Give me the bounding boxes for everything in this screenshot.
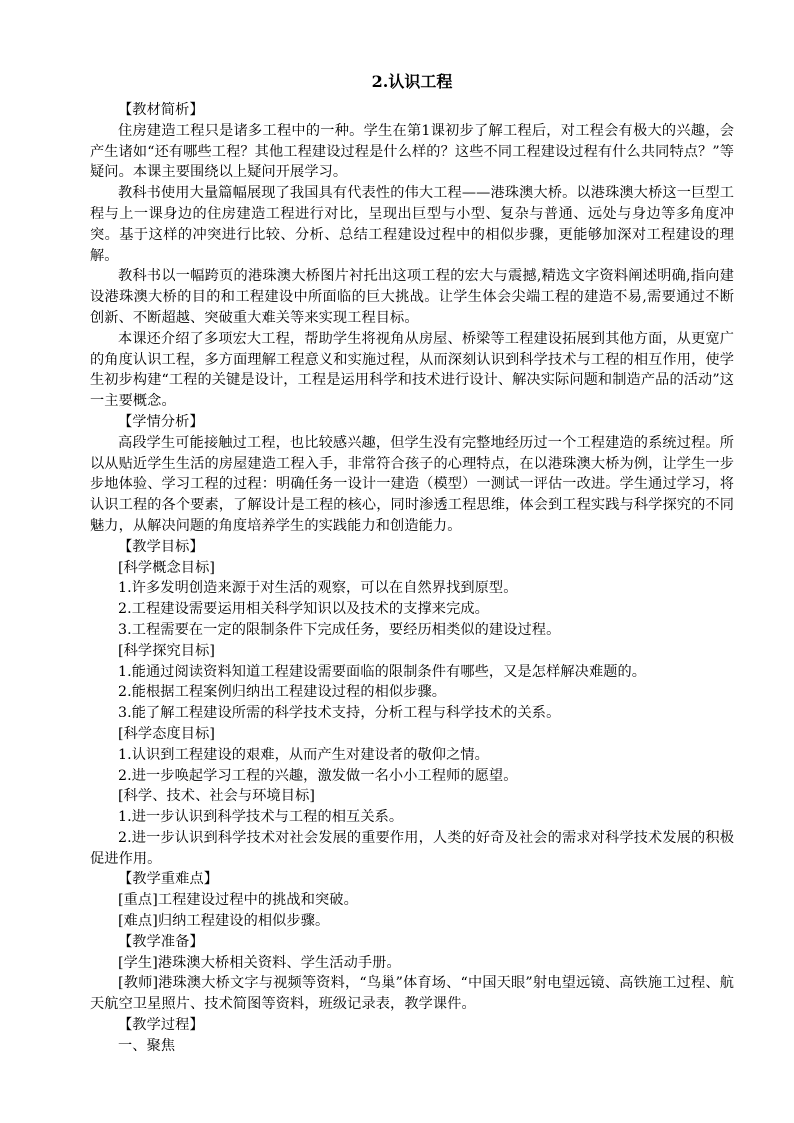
section-heading-preparation: 【教学准备】 [118, 933, 204, 950]
objective-item: 2.工程建设需要运用相关科学知识以及技术的支撑来完成。 [118, 601, 489, 618]
objective-item: 2.进一步唤起学习工程的兴趣，激发做一名小小工程师的愿望。 [118, 767, 518, 784]
objective-item: 1.能通过阅读资料知道工程建设需要面临的限制条件有哪些，又是怎样解决难题的。 [118, 663, 647, 680]
section-heading-teaching-objectives: 【教学目标】 [118, 538, 204, 555]
objective-item: 1.进一步认识到科学技术与工程的相互关系。 [118, 809, 404, 826]
key-point-item: [重点]工程建设过程中的挑战和突破。 [118, 892, 358, 909]
paragraph: 教科书使用大量篇幅展现了我国具有代表性的伟大工程——港珠澳大桥。以港珠澳大桥这一巨型工程与上一课身边的住房建造工程进行对比，呈现出巨型与小型、复杂与普通、远处与身边等多角度冲突。基于这样的冲突进行比较、分析、总结工程建设过程中的相似步骤，更能够加深对工程建设的理解。 [90, 185, 734, 264]
process-step: 一、聚焦 [118, 1037, 176, 1054]
objective-item: 1.许多发明创造来源于对生活的观察，可以在自然界找到原型。 [118, 580, 518, 597]
objective-item: 2.能根据工程案例归纳出工程建设过程的相似步骤。 [118, 684, 447, 701]
preparation-item: [学生]港珠澳大桥相关资料、学生活动手册。 [118, 954, 401, 971]
objective-item: 3.工程需要在一定的限制条件下完成任务，要经历相类似的建设过程。 [118, 621, 561, 638]
document-page [90, 70, 734, 1057]
preparation-item: [教师]港珠澳大桥文字与视频等资料，“鸟巢”体育场、“中国天眼”射电望远镜、高铁施工过程、航天航空卫星照片、技术简图等资料，班级记录表，教学课件。 [90, 975, 734, 1013]
paragraph: 高段学生可能接触过工程，也比较感兴趣，但学生没有完整地经历过一个工程建造的系统过程。所以从贴近学生生活的房屋建造工程入手，非常符合孩子的心理特点，在以港珠澳大桥为例，让学生一步步地体验、学习工程的过程：明确任务一设计一建造（模型）一测试一评估一改进。学生通过学习，将认识工程的各个要素，了解设计是工程的核心，同时渗透工程思维，体会到工程实践与科学探究的不同魅力，从解决问题的角度培养学生的实践能力和创造能力。 [90, 434, 734, 534]
section-heading-textbook-analysis: 【教材简析】 [118, 102, 204, 118]
section-heading-key-points: 【教学重难点】 [118, 871, 219, 888]
objective-group-label: [科学、技术、社会与环境目标] [118, 788, 316, 805]
paragraph: 本课还介绍了多项宏大工程，帮助学生将视角从房屋、桥梁等工程建设拓展到其他方面，从更宽广的角度认识工程，多方面理解工程意义和实施过程，从而深刻认识到科学技术与工程的相互作用，使学生初步构建“工程的关键是设计，工程是运用科学和技术进行设计、解决实际问题和制造产品的活动”这一主要概念。 [90, 330, 734, 410]
objective-group-label: [科学探究目标] [118, 642, 215, 659]
paragraph: 教科书以一幅跨页的港珠澳大桥图片衬托出这项工程的宏大与震撼,精选文字资料阐述明确,指向建设港珠澳大桥的目的和工程建设中所面临的巨大挑战。让学生体会尖端工程的建造不易,需要通过不断创新、不断超越、突破重大难关等来实现工程目标。 [90, 268, 734, 326]
objective-group-label: [科学态度目标] [118, 725, 215, 742]
page-title: 2.认识工程 [371, 72, 453, 91]
objective-group-label: [科学概念目标] [118, 559, 215, 576]
key-point-item: [难点]归纳工程建设的相似步骤。 [118, 913, 330, 930]
paragraph: 住房建造工程只是诸多工程中的一种。学生在第1课初步了解工程后，对工程会有极大的兴趣，会产生诸如“还有哪些工程？其他工程建设过程是什么样的？这些不同工程建设过程有什么共同特点？”等疑问。本课主要围绕以上疑问开展学习。 [90, 122, 734, 181]
objective-item: 1.认识到工程建设的艰难，从而产生对建设者的敬仰之情。 [118, 746, 489, 763]
objective-item: 2.进一步认识到科学技术对社会发展的重要作用，人类的好奇及社会的需求对科学技术发展的积极促进作用。 [90, 829, 734, 867]
section-heading-student-analysis: 【学情分析】 [118, 413, 204, 430]
objective-item: 3.能了解工程建设所需的科学技术支持，分析工程与科学技术的关系。 [118, 705, 561, 722]
section-heading-teaching-process: 【教学过程】 [118, 1017, 204, 1034]
